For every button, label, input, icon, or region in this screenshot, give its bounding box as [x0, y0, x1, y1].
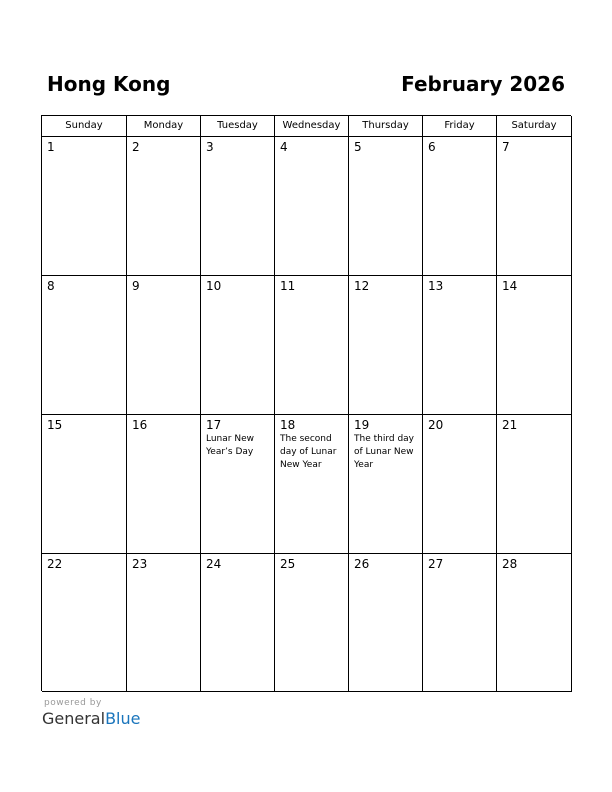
day-cell [349, 554, 423, 692]
day-number: 2 [132, 140, 140, 154]
weekday-header-wednesday: Wednesday [275, 116, 349, 137]
day-number: 26 [354, 557, 370, 571]
day-number: 1 [47, 140, 55, 154]
weekday-header-tuesday: Tuesday [201, 116, 275, 137]
logo-blue-text: Blue [105, 709, 141, 728]
weekday-header-sunday: Sunday [42, 116, 127, 137]
day-cell [349, 137, 423, 276]
day-cell [275, 415, 349, 554]
day-cell [423, 554, 497, 692]
day-cell [497, 415, 572, 554]
day-number: 11 [280, 279, 296, 293]
day-number: 28 [502, 557, 518, 571]
day-number: 23 [132, 557, 148, 571]
day-number: 27 [428, 557, 444, 571]
day-number: 25 [280, 557, 296, 571]
day-number: 8 [47, 279, 55, 293]
month-title: February 2026 [401, 72, 565, 96]
day-number: 6 [428, 140, 436, 154]
weekday-header-monday: Monday [127, 116, 201, 137]
day-cell [127, 554, 201, 692]
day-cell [127, 276, 201, 415]
day-cell [42, 554, 127, 692]
day-cell [42, 137, 127, 276]
day-number: 22 [47, 557, 63, 571]
day-cell [423, 415, 497, 554]
day-number: 9 [132, 279, 140, 293]
day-cell [201, 276, 275, 415]
day-number: 10 [206, 279, 222, 293]
day-number: 19 [354, 418, 370, 432]
day-number: 12 [354, 279, 370, 293]
day-cell [349, 276, 423, 415]
day-number: 3 [206, 140, 214, 154]
day-cell [42, 276, 127, 415]
day-cell [201, 554, 275, 692]
holiday-label: The third day of Lunar New Year [354, 434, 415, 470]
holiday-label: The second day of Lunar New Year [280, 434, 337, 470]
weekday-header-friday: Friday [423, 116, 497, 137]
day-cell [275, 554, 349, 692]
day-cell [423, 276, 497, 415]
logo-general-text: General [42, 709, 106, 728]
day-number: 16 [132, 418, 148, 432]
day-number: 5 [354, 140, 362, 154]
day-cell [275, 276, 349, 415]
day-cell [497, 137, 572, 276]
day-cell [127, 415, 201, 554]
day-number: 4 [280, 140, 288, 154]
generalblue-logo[interactable] [42, 709, 140, 728]
weekday-header-thursday: Thursday [349, 116, 423, 137]
day-cell [497, 276, 572, 415]
day-cell [423, 137, 497, 276]
day-cell [127, 137, 201, 276]
day-number: 17 [206, 418, 222, 432]
day-cell [349, 415, 423, 554]
day-number: 18 [280, 418, 296, 432]
day-number: 7 [502, 140, 510, 154]
weekday-header-saturday: Saturday [497, 116, 572, 137]
day-cell [201, 415, 275, 554]
day-number: 20 [428, 418, 444, 432]
day-cell [275, 137, 349, 276]
holiday-label: Lunar New Year’s Day [206, 434, 254, 457]
day-cell [497, 554, 572, 692]
day-number: 15 [47, 418, 63, 432]
day-number: 13 [428, 279, 444, 293]
day-cell [201, 137, 275, 276]
day-cell [42, 415, 127, 554]
calendar-grid [41, 115, 571, 691]
powered-by-label: powered by [44, 698, 102, 708]
day-number: 14 [502, 279, 518, 293]
calendar-header [41, 70, 571, 100]
day-number: 24 [206, 557, 222, 571]
region-name: Hong Kong [47, 72, 171, 96]
generalblue-brand[interactable] [42, 698, 162, 734]
day-number: 21 [502, 418, 518, 432]
